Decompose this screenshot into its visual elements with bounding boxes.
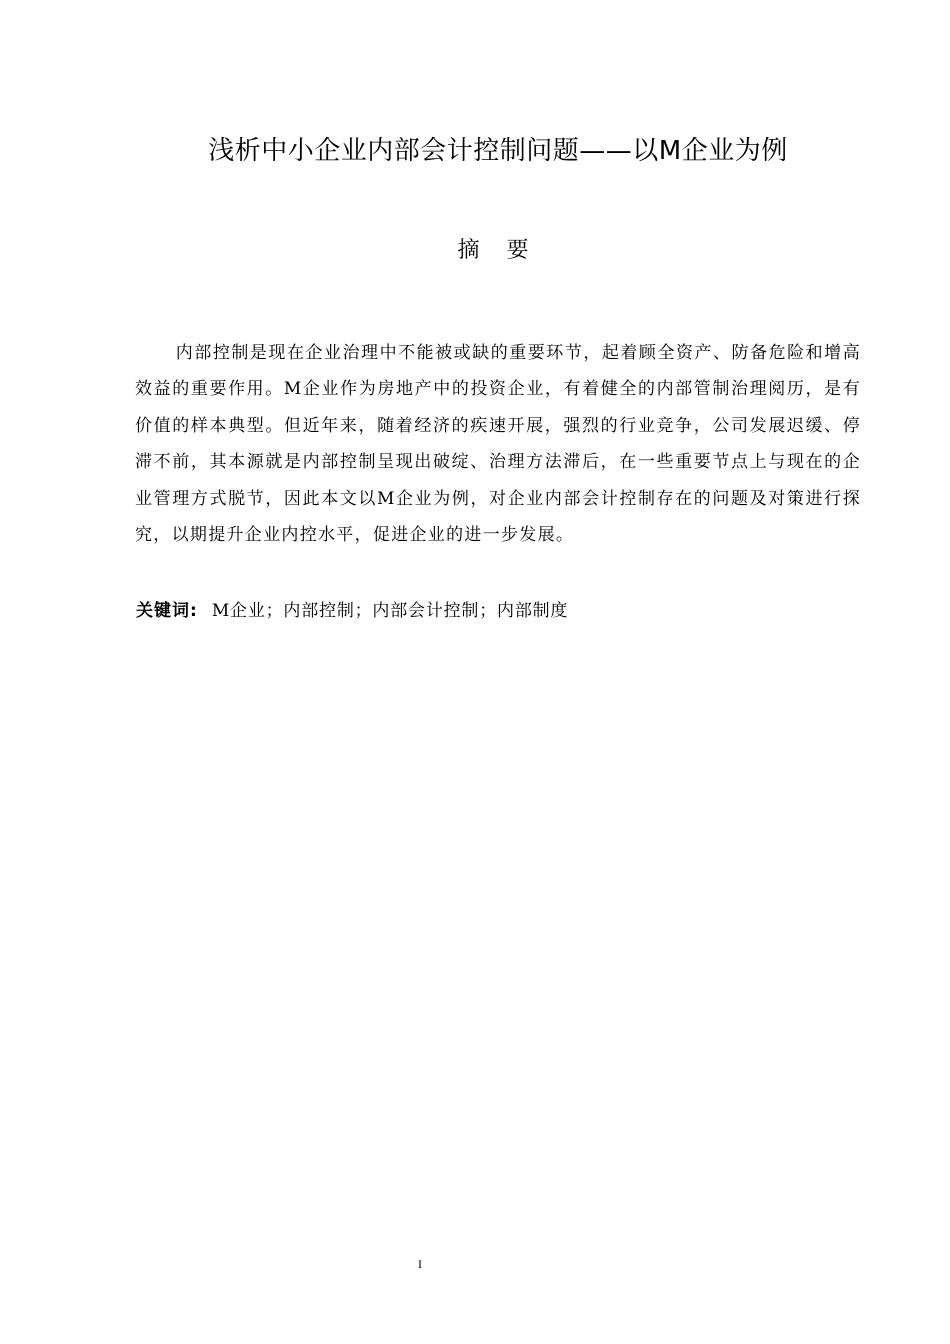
abstract-heading: 摘 要 (457, 238, 539, 263)
keywords-label: 关键词: (136, 601, 198, 621)
abstract-body: 内部控制是现在企业治理中不能被或缺的重要环节，起着顾全资产、防备危险和增高效益的重要作用。M企业作为房地产中的投资企业，有着健全的内部管制治理阅历，是有价值的样本典型。但近年来，随着经济的疾速开展，强烈的行业竞争，公司发展迟缓、停滞不前，其本源就是内部控制呈现出破绽、治理方法滞后，在一些重要节点上与现在的企业管理方式脱节，因此本文以M企业为例，对企业内部会计控制存在的问题及对策进行探究，以期提升企业内控水平，促进企业的进一步发展。 (135, 343, 861, 546)
keywords-value: M企业；内部控制；内部会计控制；内部制度 (211, 601, 569, 621)
keywords-line (136, 597, 866, 625)
paper-title: 浅析中小企业内部会计控制问题——以M企业为例 (208, 136, 788, 166)
page-number: I (418, 1257, 422, 1271)
